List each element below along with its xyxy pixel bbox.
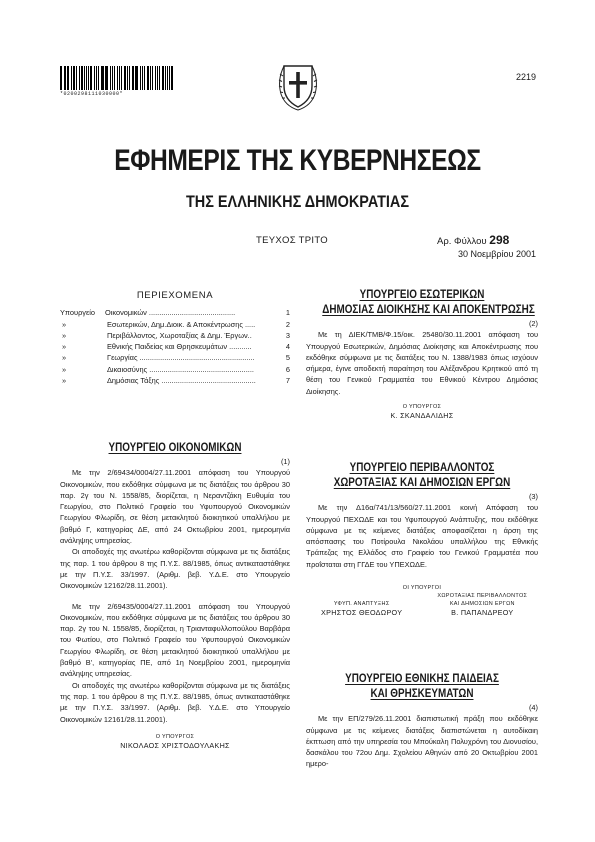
toc-item-label: Περιβάλλοντος, Χωροταξίας & Δημ. Έργων.. bbox=[107, 330, 252, 340]
signature-role: ΚΑΙ ΔΗΜΟΣΙΩΝ ΕΡΓΩΝ bbox=[449, 601, 515, 608]
toc-item-page: 1 bbox=[285, 308, 290, 318]
toc-item-mark: » bbox=[62, 342, 67, 352]
barcode-bar bbox=[60, 66, 62, 90]
toc-item-mark: » bbox=[62, 364, 67, 374]
issue-date: 30 Νοεμβρίου 2001 bbox=[458, 249, 536, 259]
paragraph: Με την Δ16α/741/13/560/27.11.2001 κοινή Απόφαση του Υπουργού ΠΕΧΩΔΕ και του Υφυπουργού Ανάπτυξης, που εκδόθηκε σύμφωνα με τις κείμενες διατάξεις αποφασίζεται η άρση της απόσπασης του Ποτίρουλα Νικολάου υπαλλήλου της Εθνικής Τράπεζας της Ελλάδος στο Γραφείο του Γενικού Γραμματέα που προΐσταται στη ΓΓΔΕ του ΥΠΕΧΩΔΕ. bbox=[306, 503, 538, 569]
barcode-bar bbox=[71, 66, 72, 90]
toc-item-mark: » bbox=[62, 330, 67, 340]
toc-item-label: Εθνικής Παιδείας και Θρησκευμάτων ........... bbox=[107, 342, 252, 352]
toc-item-page: 7 bbox=[285, 376, 290, 386]
section-environment bbox=[306, 461, 538, 618]
barcode-bar bbox=[110, 66, 111, 90]
toc-item bbox=[60, 330, 290, 341]
barcode-bar bbox=[140, 66, 141, 90]
toc-item bbox=[60, 352, 290, 363]
barcode-bar bbox=[76, 66, 77, 90]
sheet-label: Αρ. Φύλλου bbox=[437, 236, 487, 247]
barcode-bar bbox=[159, 66, 160, 90]
toc-item bbox=[60, 341, 290, 352]
barcode-bar bbox=[157, 66, 158, 90]
barcode-bar bbox=[171, 66, 173, 90]
barcode-bar bbox=[73, 66, 76, 90]
table-of-contents bbox=[60, 290, 290, 386]
signature-name: ΝΙΚΟΛΑΟΣ ΧΡΙΣΤΟΔΟΥΛΑΚΗΣ bbox=[120, 740, 230, 750]
barcode-bar bbox=[86, 66, 87, 90]
toc-list bbox=[60, 307, 290, 386]
toc-item bbox=[60, 364, 290, 375]
barcode-bar bbox=[147, 66, 150, 90]
barcode-bar bbox=[79, 66, 80, 90]
barcode-bar bbox=[96, 66, 97, 90]
barcode-bar bbox=[132, 66, 134, 90]
toc-item-page: 2 bbox=[285, 319, 290, 329]
paragraph: Οι αποδοχές της ανωτέρω καθορίζονται σύμφωνα με τις διατάξεις της παρ. 1 του άρθρου 8 της Π.Υ.Σ. 88/1985, όπως αντικαταστάθηκε με την Π.Υ.Σ. 33/1997. (Αριθμ. βεβ. Υ.Δ.Ε. στο Υπουργείο Οικονομικών 12162/28.11.2001). bbox=[60, 547, 290, 591]
paragraph: Με την 2/69435/0004/27.11.2001 απόφαση του Υπουργού Οικονομικών, που εκδόθηκε σύμφωνα με τις διατάξεις του άρθρου 30 παρ. 2γ του Ν. 1558/85, διορίζεται, η Τριανταφυλλοπούλου Βαρβάρα του Φωτίου, στο Πολιτικό Γραφείο του Υφυπουργού Οικονομικών Γεωργίου Φλωρίδη, σε θέση μετακλητού διοικητικού υπαλλήλου με βαθμό Β', κατηγορίας ΠΕ, από 1η Νοεμβρίου 2001, ημερομηνία ανάληψης υπηρεσίας. bbox=[60, 601, 290, 679]
sheet-number-value: 298 bbox=[489, 233, 510, 247]
paragraph: Με την ΕΠ/279/26.11.2001 διαπιστωτική πράξη που εκδόθηκε σύμφωνα με τις κείμενες διατάξεις διαπιστώνεται η αυτοδίκαιη έκπτωση από την υπηρεσία του Μπούκαλη Πολυχρόνη του Διονυσίου, δασκάλου του 72ου Δημ. Σχολείου Αθηνών από 20 Οκτωβρίου 2001 ημερο- bbox=[306, 714, 538, 769]
toc-item bbox=[60, 375, 290, 386]
paragraph: Με τη ΔΙΕΚ/ΤΜΒ/Φ.15/οικ. 25480/30.11.2001 απόφαση του Υπουργού Εσωτερικών, Δημόσιας Διοίκησης και Αποκέντρωσης που εκδόθηκε σύμφωνα με τις διατάξεις του Ν. 1388/1983 όπως ισχύουν σήμερα, έγινε αποδεκτή παραίτηση του Αλέξανδρου Κρητικού από τη θέση του Γενικού Γραμματέα του Εθνικού Κέντρου Δημόσιας Διοίκησης. bbox=[306, 330, 538, 396]
toc-item-mark: » bbox=[62, 353, 67, 363]
paragraph: Οι αποδοχές της ανωτέρω καθορίζονται σύμφωνα με τις διατάξεις της παρ. 1 του άρθρου 8 της Π.Υ.Σ. 88/1985, όπως αντικαταστάθηκε με την Π.Υ.Σ. 33/1997. (Αριθμ. βεβ. Υ.Δ.Ε. στο Υπουργείο Οικονομικών 12161/28.11.2001). bbox=[60, 680, 290, 724]
toc-item-mark: » bbox=[62, 376, 67, 386]
barcode-bar bbox=[162, 66, 164, 90]
section-title: ΚΑΙ ΘΡΗΣΚΕΥΜΑΤΩΝ bbox=[370, 688, 474, 700]
toc-item-mark: Υπουργείο bbox=[60, 308, 96, 318]
barcode-bar bbox=[135, 66, 136, 90]
section-title: ΥΠΟΥΡΓΕΙΟ ΟΙΚΟΝΟΜΙΚΩΝ bbox=[108, 442, 242, 454]
section-finance bbox=[60, 441, 290, 751]
toc-item-label: Γεωργίας ........................................................ bbox=[107, 353, 255, 363]
toc-item-page: 3 bbox=[285, 330, 290, 340]
toc-item-page: 5 bbox=[285, 353, 290, 363]
barcode-bar bbox=[144, 66, 145, 90]
signature-role: ΧΩΡΟΤΑΞΙΑΣ ΠΕΡΙΒΑΛΛΟΝΤΟΣ bbox=[437, 593, 528, 600]
barcode-bar bbox=[114, 66, 115, 90]
signature-name: Β. ΠΑΠΑΝΔΡΕΟΥ bbox=[451, 608, 514, 618]
section-title: ΧΩΡΟΤΑΞΙΑΣ ΚΑΙ ΔΗΜΟΣΙΩΝ ΕΡΓΩΝ bbox=[333, 477, 511, 489]
toc-item-page: 6 bbox=[285, 364, 290, 374]
barcode-bar bbox=[127, 66, 128, 90]
toc-item bbox=[60, 319, 290, 330]
section-interior bbox=[306, 288, 538, 421]
toc-item bbox=[60, 307, 290, 318]
page-number: 2219 bbox=[515, 72, 536, 82]
item-number: (1) bbox=[280, 457, 290, 466]
item-number: (4) bbox=[528, 703, 538, 712]
barcode-bar bbox=[106, 66, 108, 90]
barcode-number: *0200298111030000* bbox=[60, 91, 124, 97]
gazette-subtitle: ΤΗΣ ΕΛΛΗΝΙΚΗΣ ΔΗΜΟΚΡΑΤΙΑΣ bbox=[185, 192, 410, 211]
section-title: ΥΠΟΥΡΓΕΙΟ ΕΣΩΤΕΡΙΚΩΝ bbox=[359, 289, 485, 301]
toc-item-mark: » bbox=[62, 319, 67, 329]
barcode-bar bbox=[124, 66, 127, 90]
barcode-bar bbox=[169, 66, 170, 90]
barcode-bar bbox=[165, 66, 166, 90]
barcode-bar bbox=[105, 66, 106, 90]
barcode-bar bbox=[90, 66, 92, 90]
barcode-bar bbox=[88, 66, 89, 90]
signature-name: ΧΡΗΣΤΟΣ ΘΕΟΔΩΡΟΥ bbox=[321, 608, 403, 618]
barcode-bar bbox=[98, 66, 99, 90]
toc-item-label: Δημόσιας Τάξης .............................................. bbox=[107, 376, 256, 386]
signature-right bbox=[427, 592, 538, 618]
barcode-bar bbox=[167, 66, 168, 90]
barcode-bar bbox=[64, 66, 65, 90]
section-title: ΥΠΟΥΡΓΕΙΟ ΕΘΝΙΚΗΣ ΠΑΙΔΕΙΑΣ bbox=[345, 673, 499, 685]
barcode-bar bbox=[142, 66, 143, 90]
signature-name: Κ. ΣΚΑΝΔΑΛΙΔΗΣ bbox=[390, 411, 454, 421]
barcode-bar bbox=[152, 66, 153, 90]
signature-heading: ΟΙ ΥΠΟΥΡΓΟΙ bbox=[402, 585, 442, 592]
barcode-bar bbox=[101, 66, 104, 90]
barcode-bar bbox=[119, 66, 120, 90]
signature-role: ΥΦΥΠ. ΑΝΑΠΤΥΞΗΣ bbox=[333, 601, 390, 608]
barcode-bar bbox=[150, 66, 151, 90]
barcode-bar bbox=[129, 66, 130, 90]
barcode-bar bbox=[121, 66, 122, 90]
toc-title: ΠΕΡΙΕΧΟΜΕΝΑ bbox=[136, 290, 214, 301]
signature-role: Ο ΥΠΟΥΡΓΟΣ bbox=[155, 733, 195, 740]
toc-item-label: Εσωτερικών, Δημ.Διοικ. & Αποκέντρωσης ..... bbox=[107, 319, 256, 329]
toc-item-label: Δικαιοσύνης ................................................... bbox=[107, 364, 254, 374]
barcode-bar bbox=[155, 66, 157, 90]
item-number: (3) bbox=[528, 492, 538, 501]
section-education bbox=[306, 672, 538, 770]
barcode-bar bbox=[81, 66, 83, 90]
coat-of-arms-icon bbox=[275, 60, 321, 112]
issue-type: ΤΕΥΧΟΣ ΤΡΙΤΟ bbox=[256, 235, 328, 246]
signature-pair bbox=[306, 592, 538, 618]
sheet-number bbox=[437, 233, 509, 247]
section-title: ΥΠΟΥΡΓΕΙΟ ΠΕΡΙΒΑΛΛΟΝΤΟΣ bbox=[349, 462, 495, 474]
barcode-bar bbox=[84, 66, 85, 90]
toc-item-page: 4 bbox=[285, 342, 290, 352]
barcode bbox=[60, 60, 174, 90]
toc-item-label: Οικονομικών .......................................... bbox=[105, 308, 236, 318]
barcode-bar bbox=[94, 66, 96, 90]
section-title: ΔΗΜΟΣΙΑΣ ΔΙΟΙΚΗΣΗΣ ΚΑΙ ΑΠΟΚΕΝΤΡΩΣΗΣ bbox=[322, 304, 535, 316]
item-number: (2) bbox=[528, 319, 538, 328]
paragraph: Με την 2/69434/0004/27.11.2001 απόφαση του Υπουργού Οικονομικών, που εκδόθηκε σύμφωνα με τις διατάξεις του άρθρου 30 παρ. 2γ του Ν. 1558/85, διορίζεται, η Νεραντζάκη Ευθυμία του Γεωργίου, στο Πολιτικό Γραφείο του Υφυπουργού Οικονομικών Γεωργίου Φλωρίδη, σε θέση μετακλητού διοικητικού υπαλλήλου με βαθμό Γ, κατηγορίας ΔΕ, από 24 Οκτωβρίου 2001, ημερομηνία ανάληψης υπηρεσίας. bbox=[60, 468, 290, 546]
gazette-title: ΕΦΗΜΕΡΙΣ ΤΗΣ ΚΥΒΕΡΝΗΣΕΩΣ bbox=[114, 144, 481, 177]
barcode-bar bbox=[117, 66, 119, 90]
signature-left bbox=[306, 592, 417, 618]
barcode-bar bbox=[67, 66, 69, 90]
barcode-bar bbox=[65, 66, 66, 90]
barcode-bar bbox=[136, 66, 138, 90]
signature-role: Ο ΥΠΟΥΡΓΟΣ bbox=[402, 404, 442, 411]
barcode-bar bbox=[112, 66, 113, 90]
